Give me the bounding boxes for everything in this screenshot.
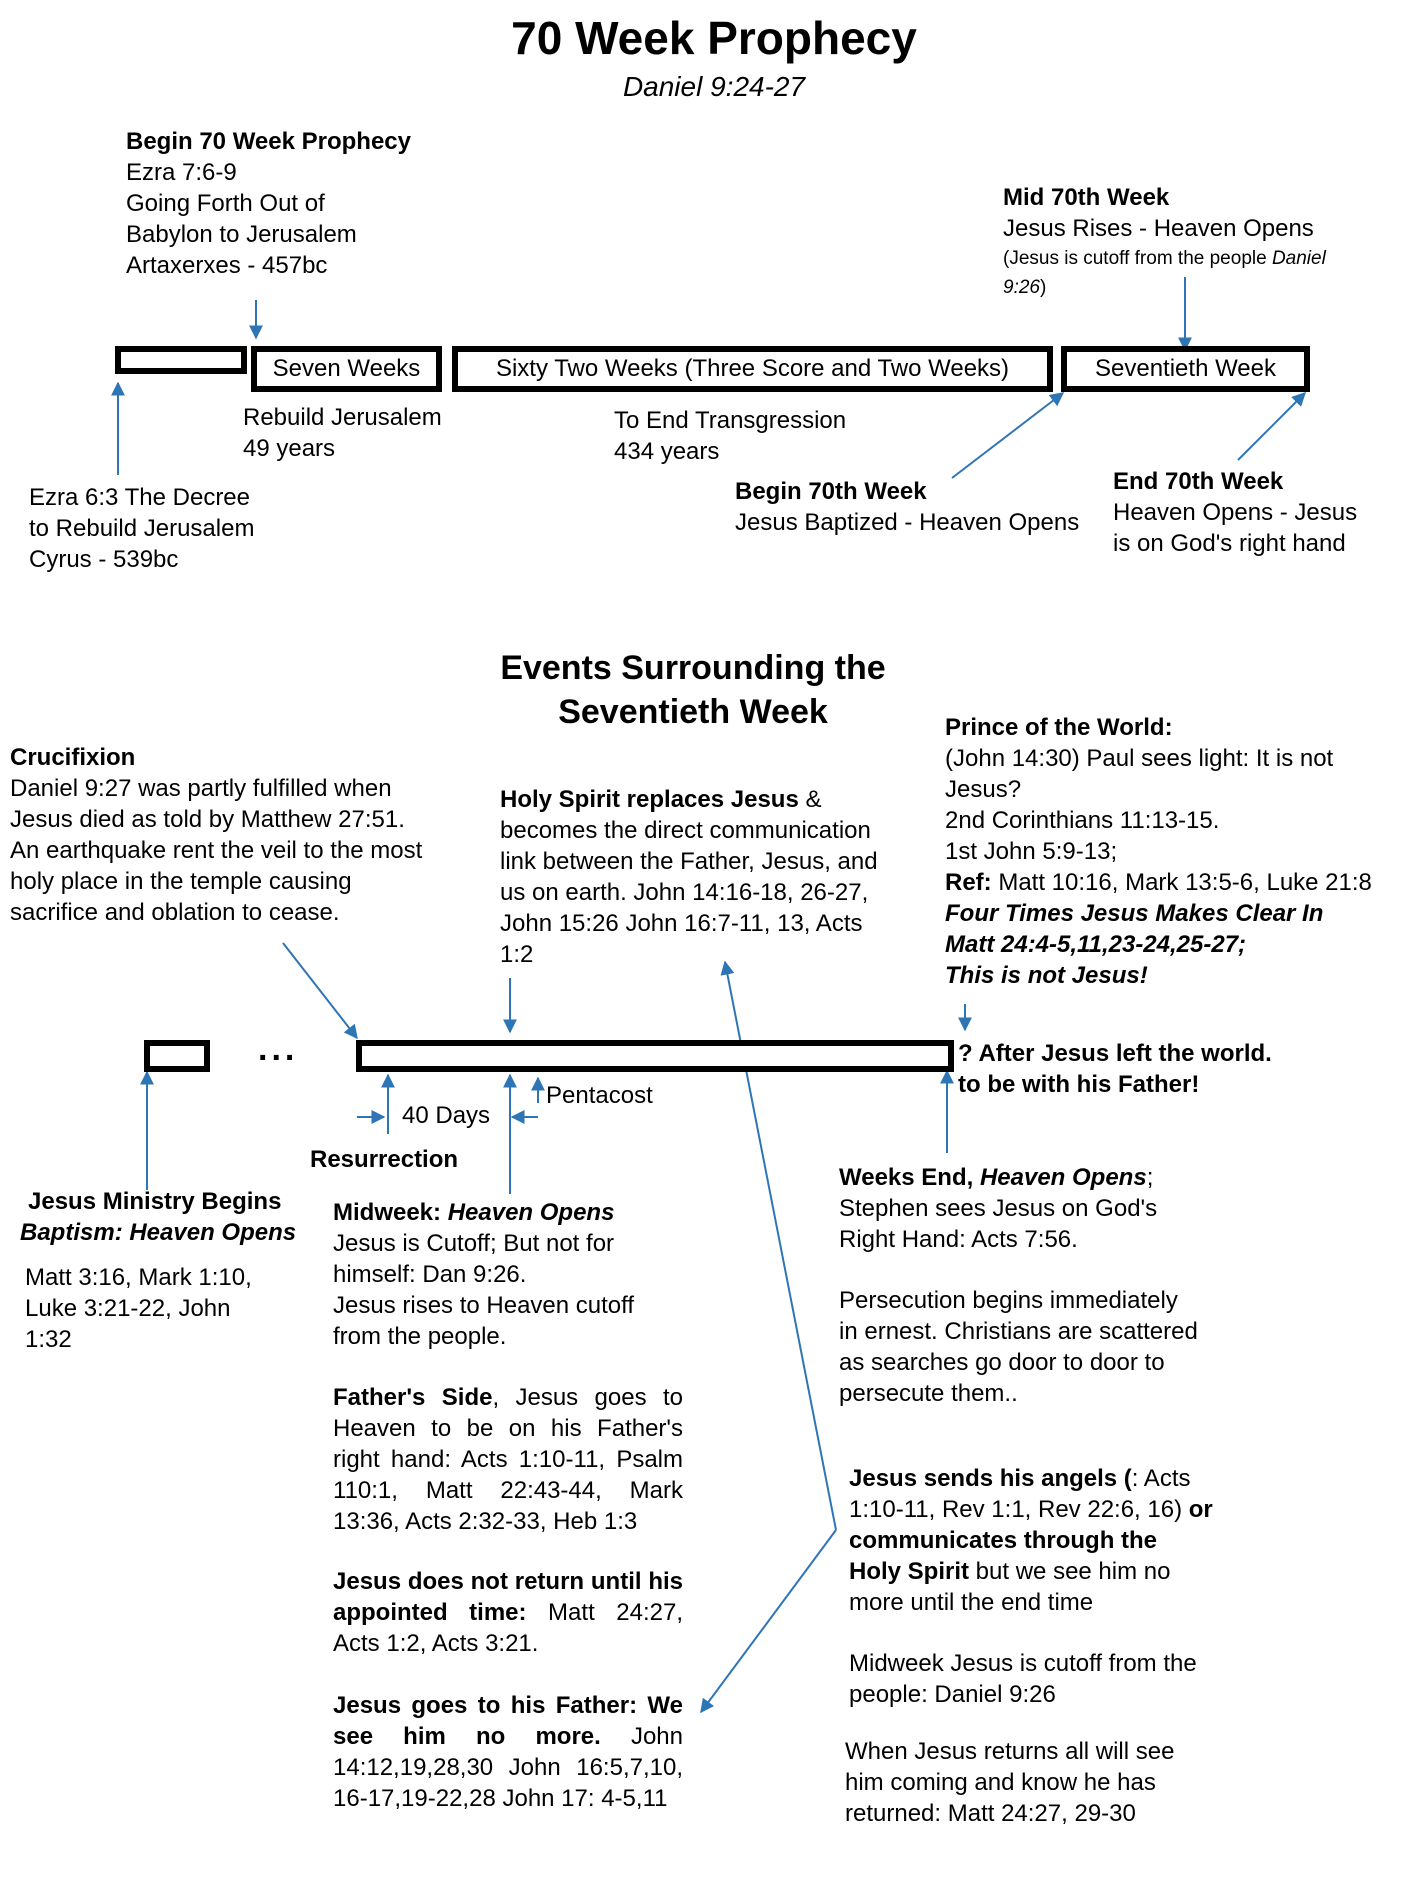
returns-line: When Jesus returns all will see (845, 1738, 1175, 1765)
forty-days-label: 40 Days (402, 1102, 491, 1129)
mid-70th-block (1003, 182, 1314, 244)
timeline-box-sixty-two-weeks: Sixty Two Weeks (Three Score and Two Weeks) (452, 346, 1053, 392)
arrow-begin70th (952, 393, 1063, 478)
page-title: 70 Week Prophecy (511, 12, 917, 64)
prince-block (945, 712, 1372, 991)
crucifixion-line: Jesus died as told by Matthew 27:51. (10, 806, 405, 833)
persecution-line: as searches go door to door to (839, 1349, 1165, 1376)
fathers-side-label: Father's Side (333, 1384, 493, 1411)
timeline-box-seven-weeks: Seven Weeks (251, 346, 442, 392)
holy-spirit-line: becomes the direct communication (500, 817, 871, 844)
prince-line: (John 14:30) Paul sees light: It is not (945, 745, 1334, 772)
crucifixion-line: An earthquake rent the veil to the most (10, 837, 423, 864)
ministry-heading: Jesus Ministry Begins (28, 1188, 282, 1215)
persecution-line: Persecution begins immediately (839, 1287, 1178, 1314)
mid-70th-note-b: Daniel (1271, 248, 1326, 269)
ministry-line: Luke 3:21-22, John (25, 1295, 231, 1322)
begin-70th-line: Jesus Baptized - Heaven Opens (735, 509, 1080, 536)
prince-heading: Prince of the World: (945, 714, 1173, 741)
crucifixion-heading: Crucifixion (10, 744, 136, 771)
prince-line: 2nd Corinthians 11:13-15. (945, 807, 1220, 834)
angels-text-c: but we see him no (969, 1558, 1171, 1585)
page-subtitle: Daniel 9:24-27 (622, 71, 806, 102)
decree-block (29, 482, 254, 575)
weeks-end-line: Stephen sees Jesus on God's (839, 1195, 1158, 1222)
persecution-line: persecute them.. (839, 1380, 1018, 1407)
ministry-refs (25, 1262, 252, 1355)
mid-70th-note-d: ) (1039, 277, 1047, 298)
midweek-line: from the people. (333, 1323, 507, 1350)
begin-70th-heading: Begin 70th Week (735, 478, 927, 505)
after-jesus-line: to be with his Father! (958, 1071, 1200, 1098)
transgression-block (614, 405, 846, 467)
weeks-end-block (839, 1162, 1157, 1255)
events-title-line: Events Surrounding the (500, 649, 886, 687)
prince-ref-label: Ref: (945, 869, 992, 896)
prince-line: 1st John 5:9-13; (945, 838, 1118, 865)
weeks-end-heading-b: Heaven Opens (979, 1164, 1147, 1191)
angels-label-b: or (1182, 1496, 1213, 1523)
angels-label-a: Jesus sends his angels ( (849, 1465, 1132, 1492)
crucifixion-line: holy place in the temple causing (10, 868, 352, 895)
crucifixion-line: Daniel 9:27 was partly fulfilled when (10, 775, 392, 802)
after-jesus-block (958, 1038, 1272, 1100)
angels-text-b: 1:10-11, Rev 1:1, Rev 22:6, 16) (849, 1496, 1183, 1523)
mid-70th-note-a: (Jesus is cutoff from the people (1003, 248, 1272, 269)
begin-70-line: Ezra 7:6-9 (126, 159, 237, 186)
holy-spirit-heading: Holy Spirit replaces Jesus (500, 786, 799, 813)
resurrection-label: Resurrection (310, 1146, 459, 1173)
angels-label-d: Holy Spirit (849, 1558, 970, 1585)
timeline-box-seventieth (356, 1040, 954, 1072)
midweek-cutoff-line: Midweek Jesus is cutoff from the (849, 1650, 1197, 1677)
angels-text-d: more until the end time (849, 1589, 1094, 1616)
rebuild-block (243, 402, 442, 464)
not-return-label: Jesus does not return until his appointed time: (333, 1568, 683, 1626)
weeks-end-heading-a: Weeks End, (839, 1164, 980, 1191)
prince-emph-line: This is not Jesus! (945, 962, 1148, 989)
ministry-subheading: Baptism: Heaven Opens (20, 1219, 297, 1246)
fathers-side-text: , Jesus goes to Heaven to be on his Father's right hand: Acts 1:10-11, Psalm 110:1, Matt 22:43-44, Mark 13:36, Acts 2:32-33, Heb 1:3 (333, 1384, 683, 1535)
angels-label-c: communicates through the (849, 1527, 1158, 1554)
midweek-line: himself: Dan 9:26. (333, 1261, 527, 1288)
arrow-angels-down (701, 1530, 836, 1712)
goes-father-block (333, 1690, 683, 1814)
prince-ref-text: Matt 10:16, Mark 13:5-6, Luke 21:8 (991, 869, 1372, 896)
holy-spirit-line: us on earth. John 14:16-18, 26-27, (500, 879, 869, 906)
begin-70-line: Babylon to Jerusalem (126, 221, 357, 248)
midweek-heading-b: Heaven Opens (447, 1199, 615, 1226)
begin-70-line: Going Forth Out of (126, 190, 325, 217)
holy-spirit-block (500, 784, 878, 970)
returns-line: him coming and know he has (845, 1769, 1156, 1796)
returns-block (845, 1736, 1174, 1829)
fathers-side-block (333, 1382, 683, 1537)
timeline-ellipsis: ... (258, 1030, 299, 1068)
decree-line: Ezra 6:3 The Decree (29, 484, 251, 511)
begin-70th-block (735, 476, 1079, 538)
prince-line: Jesus? (945, 776, 1022, 803)
holy-spirit-line: link between the Father, Jesus, and (500, 848, 878, 875)
begin-70-line: Artaxerxes - 457bc (126, 252, 328, 279)
mid-70th-note-c: 9:26 (1003, 277, 1040, 298)
angels-text-a: : Acts (1131, 1465, 1191, 1492)
midweek-heading-a: Midweek: (333, 1199, 448, 1226)
goes-father-text: John 14:12,19,28,30 John 16:5,7,10, 16-17,19-22,28 John 17: 4-5,11 (333, 1723, 683, 1812)
holy-spirit-line: John 15:26 John 16:7-11, 13, Acts (500, 910, 863, 937)
rebuild-line: 49 years (243, 435, 336, 462)
ministry-line: Matt 3:16, Mark 1:10, (25, 1264, 252, 1291)
timeline-box-start (115, 346, 247, 374)
prince-emph-line: Four Times Jesus Makes Clear In (945, 900, 1324, 927)
events-title-line: Seventieth Week (558, 693, 828, 731)
crucifixion-block (10, 742, 422, 928)
timeline-box-seventieth-week: Seventieth Week (1061, 346, 1310, 392)
begin-70-heading: Begin 70 Week Prophecy (126, 128, 411, 155)
holy-spirit-line: 1:2 (500, 941, 534, 968)
decree-line: to Rebuild Jerusalem (29, 515, 255, 542)
transgression-line: 434 years (614, 438, 720, 465)
decree-line: Cyrus - 539bc (29, 546, 179, 573)
returns-line: returned: Matt 24:27, 29-30 (845, 1800, 1136, 1827)
after-jesus-line: ? After Jesus left the world. (958, 1040, 1272, 1067)
holy-spirit-heading-rest: & (798, 786, 822, 813)
midweek-line: Jesus rises to Heaven cutoff (333, 1292, 635, 1319)
mid-70th-note (1003, 244, 1383, 302)
arrow-end70th (1238, 393, 1305, 460)
transgression-line: To End Transgression (614, 407, 847, 434)
midweek-line: Jesus is Cutoff; But not for (333, 1230, 615, 1257)
end-70th-line: is on God's right hand (1113, 530, 1346, 557)
end-70th-block (1113, 466, 1357, 559)
prince-emph-line: Matt 24:4-5,11,23-24,25-27; (945, 931, 1247, 958)
goes-father-label: Jesus goes to his Father: We see him no more. (333, 1692, 683, 1750)
persecution-line: in ernest. Christians are scattered (839, 1318, 1198, 1345)
midweek-cutoff-line: people: Daniel 9:26 (849, 1681, 1056, 1708)
ministry-line: 1:32 (25, 1326, 72, 1353)
weeks-end-heading-c: ; (1146, 1164, 1154, 1191)
ministry-block (20, 1186, 296, 1248)
angels-block (849, 1463, 1213, 1618)
rebuild-line: Rebuild Jerusalem (243, 404, 442, 431)
timeline-box-ministry (144, 1040, 210, 1072)
events-title (443, 646, 943, 734)
persecution-block (839, 1285, 1198, 1409)
arrow-crucifixion (283, 943, 357, 1038)
not-return-block (333, 1566, 683, 1659)
weeks-end-line: Right Hand: Acts 7:56. (839, 1226, 1078, 1253)
midweek-block (333, 1197, 634, 1352)
not-return-text: Matt 24:27, Acts 1:2, Acts 3:21. (333, 1599, 683, 1657)
midweek-cutoff-block (849, 1648, 1197, 1710)
end-70th-heading: End 70th Week (1113, 468, 1284, 495)
begin-70-block (126, 126, 411, 281)
crucifixion-line: sacrifice and oblation to cease. (10, 899, 340, 926)
mid-70th-heading: Mid 70th Week (1003, 184, 1170, 211)
end-70th-line: Heaven Opens - Jesus (1113, 499, 1358, 526)
pentacost-label: Pentacost (546, 1082, 653, 1109)
mid-70th-line: Jesus Rises - Heaven Opens (1003, 215, 1314, 242)
